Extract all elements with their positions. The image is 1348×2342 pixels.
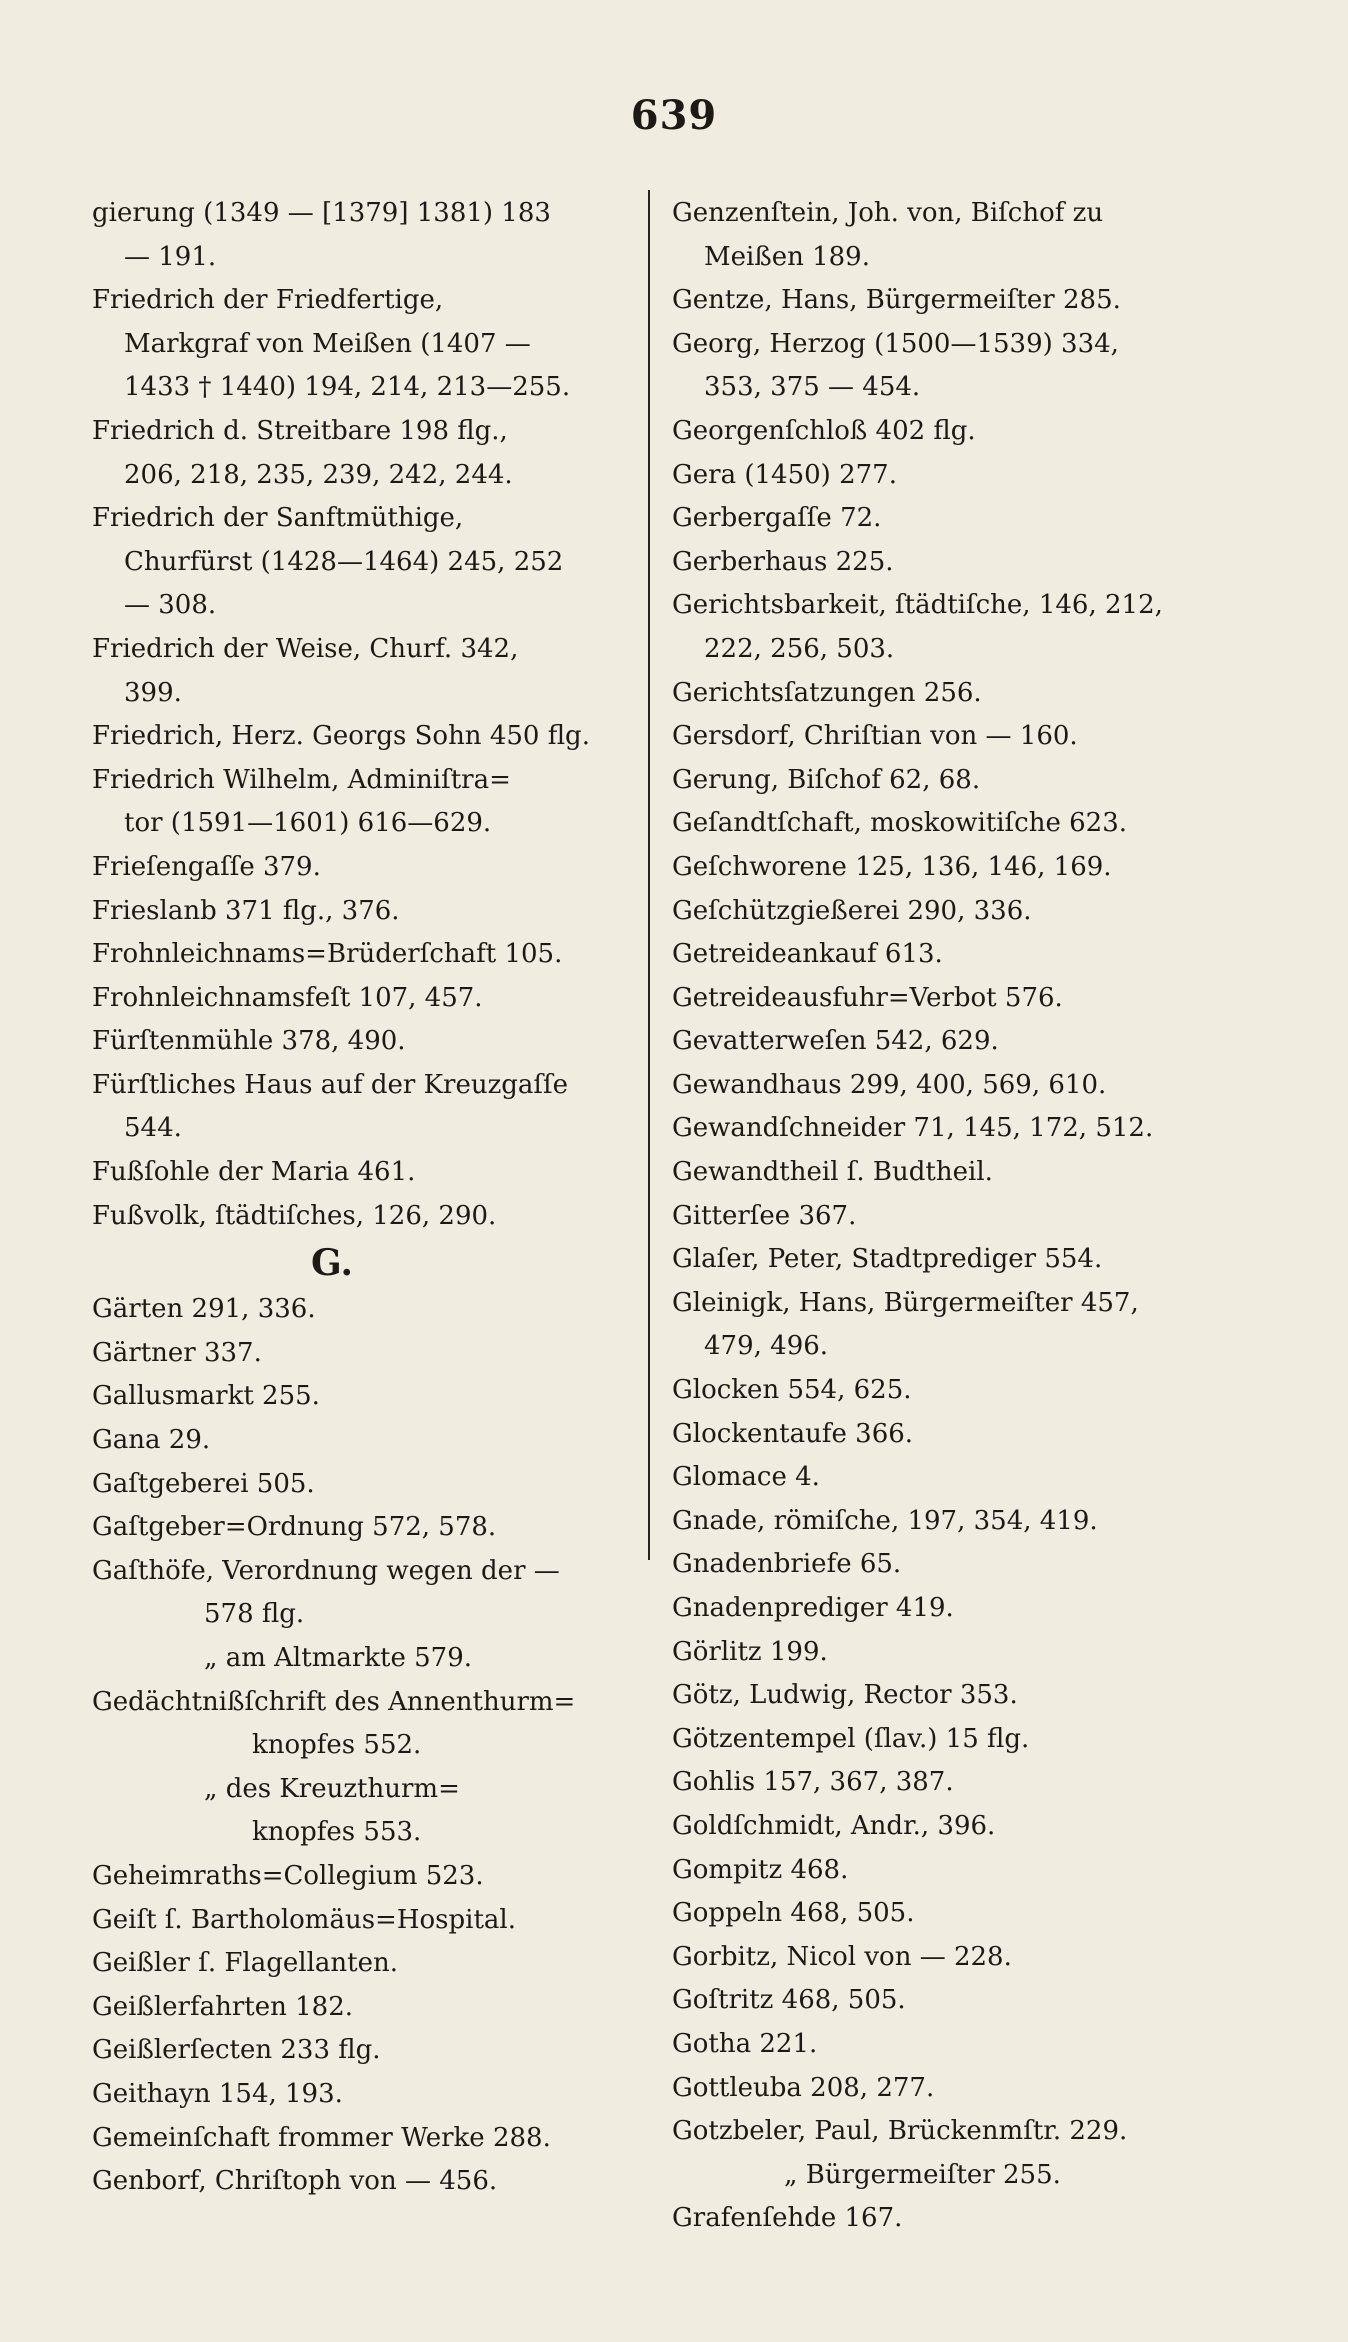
index-entry-line: Gana 29. (92, 1425, 211, 1456)
index-entry-line: Geheimraths=Collegium 523. (92, 1860, 484, 1891)
index-entry-line: Gnade, römiſche, 197, 354, 419. (672, 1505, 1098, 1536)
index-entry-line: Genborf, Chriſtoph von — 456. (92, 2166, 498, 2197)
index-entry-line: Geiſt ſ. Bartholomäus=Hospital. (92, 1904, 516, 1935)
index-entry-line: — 191. (124, 241, 217, 272)
index-entry-line: Gedächtnißſchrift des Annenthurm= (92, 1686, 576, 1717)
index-entry-line: Goppeln 468, 505. (672, 1898, 915, 1929)
index-entry-line: Glomace 4. (672, 1462, 820, 1493)
index-entry-line: Gerichtsſatzungen 256. (672, 677, 982, 708)
index-entry-line: Goſtritz 468, 505. (672, 1985, 906, 2016)
index-entry-line: Gärten 291, 336. (92, 1294, 316, 1325)
index-entry-line: Gaſthöfe, Verordnung wegen der — (92, 1555, 560, 1586)
index-entry-line: Gerichtsbarkeit, ſtädtiſche, 146, 212, (672, 590, 1163, 621)
index-entry-line: Gärtner 337. (92, 1337, 262, 1368)
index-entry-line: Gottleuba 208, 277. (672, 2072, 935, 2103)
index-entry-line: tor (1591—1601) 616—629. (124, 808, 492, 839)
index-entry-line: Geſchützgießerei 290, 336. (672, 895, 1032, 926)
index-entry-line: 206, 218, 235, 239, 242, 244. (124, 459, 513, 490)
index-entry-line: Churfürst (1428—1464) 245, 252 (124, 546, 564, 577)
index-entry-line: 399. (124, 677, 182, 708)
index-entry-line: Geißler ſ. Flagellanten. (92, 1948, 398, 1979)
index-entry-line: Görlitz 199. (672, 1636, 828, 1667)
index-entry-line: Gitterſee 367. (672, 1200, 857, 1231)
index-entry-line: Gleinigk, Hans, Bürgermeiſter 457, (672, 1287, 1139, 1318)
index-entry-line: Glockentaufe 366. (672, 1418, 914, 1449)
index-entry-line: Gotha 221. (672, 2028, 818, 2059)
index-entry-line: knopfes 552. (252, 1730, 422, 1761)
index-entry-line: Gotzbeler, Paul, Brückenmſtr. 229. (672, 2116, 1128, 2147)
index-entry-line: Gerung, Biſchof 62, 68. (672, 764, 981, 795)
index-entry-line: Gewandhaus 299, 400, 569, 610. (672, 1069, 1107, 1100)
index-entry-line: Fürſtliches Haus auf der Kreuzgaſſe (92, 1069, 569, 1100)
index-entry-line: Gallusmarkt 255. (92, 1381, 320, 1412)
index-entry-line: Getreideausfuhr=Verbot 576. (672, 982, 1063, 1013)
index-entry-line: 578 flg. (204, 1599, 305, 1630)
index-entry-line: Friedrich, Herz. Georgs Sohn 450 flg. (92, 721, 590, 752)
index-entry-line: Geſchworene 125, 136, 146, 169. (672, 851, 1112, 882)
index-entry-line: Genzenſtein, Joh. von, Biſchof zu (672, 198, 1104, 228)
index-entry-line: Geißlerſecten 233 flg. (92, 2035, 381, 2066)
index-column-left (92, 192, 632, 2204)
index-entry-line: Fußſohle der Maria 461. (92, 1157, 416, 1188)
index-entry-line: Gewandtheil ſ. Budtheil. (672, 1157, 993, 1188)
index-entry-line: Friedrich der Friedfertige, (92, 285, 444, 316)
index-entry-line: Glocken 554, 625. (672, 1375, 912, 1406)
index-entry-line: „ Bürgermeiſter 255. (784, 2159, 1061, 2190)
index-entry-line: Gorbitz, Nicol von — 228. (672, 1941, 1012, 1972)
index-entry-line: Gohlis 157, 367, 387. (672, 1767, 954, 1798)
index-entry-line: Gevatterweſen 542, 629. (672, 1026, 999, 1057)
index-entry-line: Gerberhaus 225. (672, 546, 894, 577)
index-entry-line: Getreideankauf 613. (672, 939, 943, 970)
index-entry-line: Geithayn 154, 193. (92, 2078, 343, 2109)
index-entry-line: Geſandtſchaft, moskowitiſche 623. (672, 808, 1128, 839)
index-entry-line: Friedrich d. Streitbare 198 flg., (92, 415, 508, 446)
index-entry-line: 479, 496. (704, 1331, 829, 1362)
column-divider (648, 190, 650, 1560)
index-entry-line: Gerbergaſſe 72. (672, 503, 882, 534)
index-entry-line: gierung (1349 — [1379] 1381) 183 (92, 198, 551, 228)
page-number: 639 (630, 92, 718, 139)
index-entry-line: Markgraf von Meißen (1407 — (124, 328, 531, 359)
index-entry-line: Georgenſchloß 402 flg. (672, 415, 976, 446)
index-entry-line: „ des Kreuzthurm= (204, 1773, 460, 1804)
index-entry-line: Fürſtenmühle 378, 490. (92, 1026, 406, 1057)
index-entry-line: Friedrich der Sanftmüthige, (92, 503, 464, 534)
index-entry-line: — 308. (124, 590, 217, 621)
index-entry-line: Friedrich Wilhelm, Adminiſtra= (92, 764, 511, 795)
index-entry-line: Gentze, Hans, Bürgermeiſter 285. (672, 285, 1121, 316)
index-entry-line: Gnadenprediger 419. (672, 1593, 954, 1623)
index-entry-line: Friedrich der Weise, Churf. 342, (92, 633, 519, 664)
section-letter: G. (311, 1242, 353, 1285)
index-entry-line: Gompitz 468. (672, 1854, 849, 1885)
index-entry-line: Gera (1450) 277. (672, 459, 897, 490)
index-entry-line: Gaſtgeber=Ordnung 572, 578. (92, 1512, 497, 1543)
index-entry-line: 353, 375 — 454. (704, 372, 921, 403)
index-entry-line: Goldſchmidt, Andr., 396. (672, 1810, 996, 1841)
index-entry-line: Fußvolk, ſtädtiſches, 126, 290. (92, 1200, 497, 1231)
index-entry-line: Gaſtgeberei 505. (92, 1468, 315, 1499)
index-entry-line: Gewandſchneider 71, 145, 172, 512. (672, 1113, 1154, 1144)
index-entry-line: 222, 256, 503. (704, 633, 895, 664)
index-column-right (672, 192, 1212, 2241)
index-entry-line: Georg, Herzog (1500—1539) 334, (672, 328, 1119, 359)
index-entry-line: Frieslanb 371 flg., 376. (92, 895, 400, 926)
index-entry-line: Frieſengaſſe 379. (92, 851, 321, 882)
index-entry-line: Frohnleichnamsfeſt 107, 457. (92, 982, 483, 1013)
index-entry-line: Götz, Ludwig, Rector 353. (672, 1680, 1018, 1711)
index-entry-line: Geißlerfahrten 182. (92, 1991, 354, 2022)
index-entry-line: Götzentempel (ſlav.) 15 flg. (672, 1723, 1030, 1754)
index-entry-line: Frohnleichnams=Brüderſchaft 105. (92, 939, 563, 970)
index-entry-line: Gnadenbriefe 65. (672, 1549, 902, 1580)
index-entry-line: 1433 † 1440) 194, 214, 213—255. (124, 372, 571, 403)
index-entry-line: Gemeinſchaft frommer Werke 288. (92, 2122, 551, 2153)
index-entry-line: „ am Altmarkte 579. (204, 1643, 473, 1673)
index-entry-line: Meißen 189. (704, 241, 870, 272)
index-entry-line: knopfes 553. (252, 1817, 422, 1848)
index-entry-line: 544. (124, 1113, 182, 1144)
index-entry-line: Glaſer, Peter, Stadtprediger 554. (672, 1244, 1103, 1275)
index-entry-line: Gersdorf, Chriſtian von — 160. (672, 721, 1078, 752)
index-entry-line: Grafenſehde 167. (672, 2203, 903, 2234)
